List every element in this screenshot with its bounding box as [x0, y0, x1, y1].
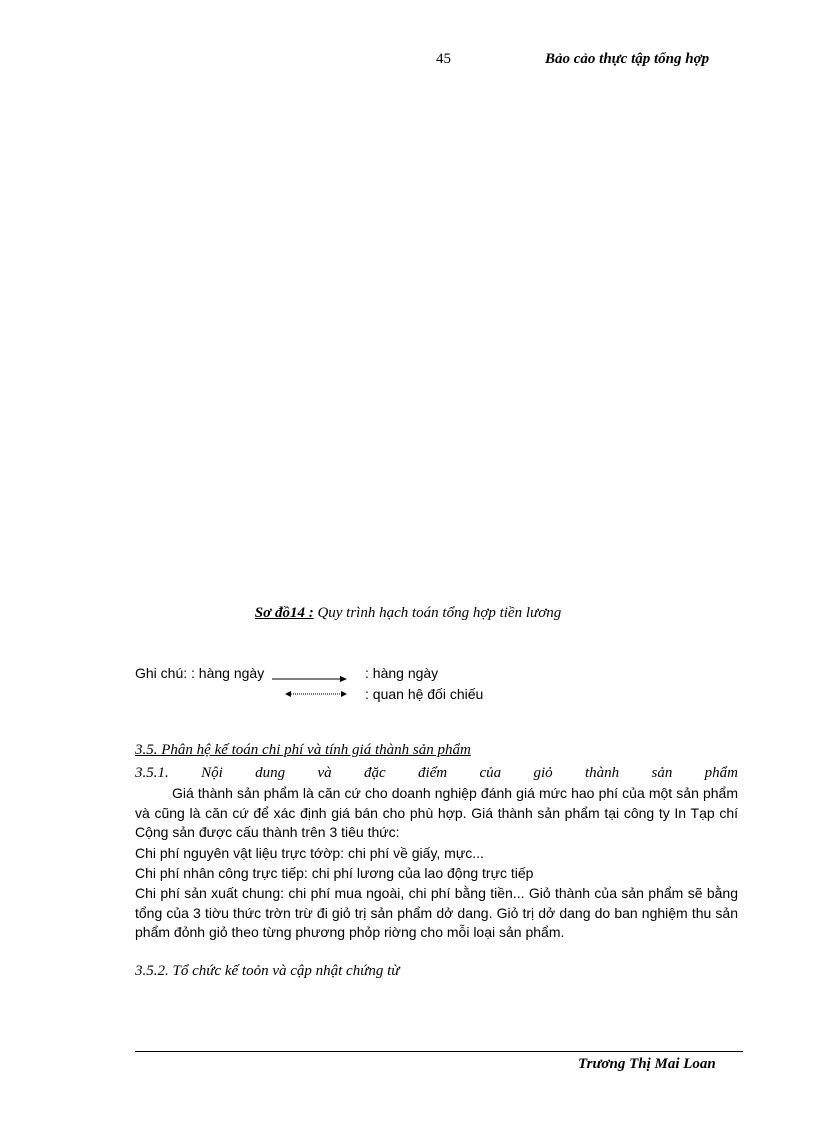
page-number: 45 — [436, 51, 451, 67]
legend-solid-label: : hàng ngày — [365, 665, 439, 681]
section-heading: 3.5. Phân hệ kế toán chi phí và tính giá thành sản phẩm — [135, 742, 471, 758]
subsection-heading-1: 3.5.1. Nội dung và đặc điểm của giỏ thành sản phẩm — [135, 765, 738, 781]
paragraph-1: Giá thành sản phẩm là căn cứ cho doanh nghiệp đánh giá mức hao phí của một sản phẩm và cũng là căn cứ để xác định giá bán cho phù hợp. Giá thành sản phẩm tại công ty In Tạp chí Cộng sản được cấu thành trên 3 tiêu thức: — [135, 785, 738, 840]
legend-dotted-label: : quan hệ đối chiếu — [365, 686, 484, 702]
footer-rule — [135, 1051, 743, 1052]
solid-arrow-icon — [272, 675, 347, 683]
line-2: Chi phí nhân công trực tiếp: chi phí lương của lao động trực tiếp — [135, 865, 534, 881]
diagram-caption-text: Quy trình hạch toán tổng hợp tiền lương — [313, 605, 562, 621]
footer-author: Trương Thị Mai Loan — [578, 1056, 716, 1072]
line-1: Chi phí nguyên vật liệu trực tớờp: chi phí về giấy, mực... — [135, 845, 484, 861]
legend-prefix: Ghi chú: : hàng ngày — [135, 665, 265, 681]
subsection-heading-2: 3.5.2. Tổ chức kế toỏn và cập nhật chứng từ — [135, 963, 400, 979]
paragraph-2: Chi phí sản xuất chung: chi phí mua ngoài, chi phí bằng tiền... Giỏ thành của sản phẩm sẽ bằng tổng của 3 tiờu thức trờn trừ đi giỏ trị sản phẩm dở dang. Giỏ trị dở dang do ban nghiệm thu sản phẩm đỏnh giỏ theo từng phương phỏp riờng cho mỗi loại sản phẩm. — [135, 885, 738, 940]
header-title: Bảo cảo thực tập tổng hợp — [545, 51, 710, 67]
dotted-double-arrow-icon — [285, 690, 347, 698]
diagram-caption — [0, 605, 816, 622]
diagram-caption-label: Sơ đồ14 : — [254, 605, 314, 621]
